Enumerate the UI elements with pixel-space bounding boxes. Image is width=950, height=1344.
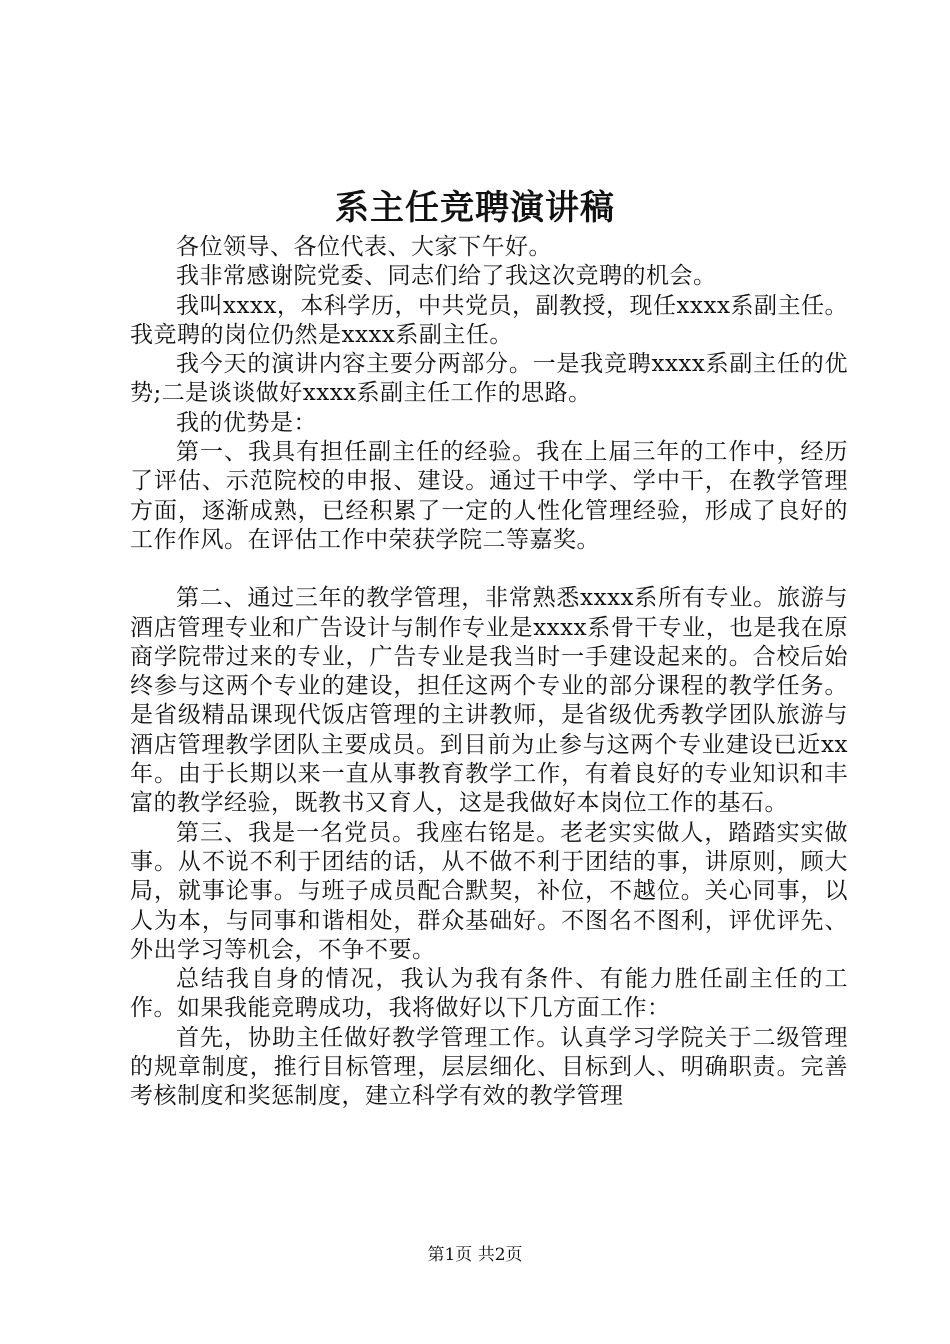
document-body [130, 233, 848, 1112]
paragraph-plan-first: 首先，协助主任做好教学管理工作。认真学习学院关于二级管理的规章制度，推行目标管理，层层细化、目标到人、明确职责。完善考核制度和奖惩制度，建立科学有效的教学管理 [130, 1024, 848, 1110]
paragraph-speech-outline: 我今天的演讲内容主要分两部分。一是我竞聘xxxx系副主任的优势;二是谈谈做好xxxx系副主任工作的思路。 [130, 351, 848, 407]
paragraph-thanks: 我非常感谢院党委、同志们给了我这次竞聘的机会。 [176, 263, 717, 290]
paragraph-advantages-heading: 我的优势是： [176, 409, 317, 436]
paragraph-greeting: 各位领导、各位代表、大家下午好。 [176, 234, 552, 260]
paragraph-advantage-third: 第三、我是一名党员。我座右铭是。老老实实做人，踏踏实实做事。从不说不利于团结的话，从不做不利于团结的事，讲原则，顾大局，就事论事。与班子成员配合默契，补位，不越位。关心同事，以人为本，与同事和谐相处，群众基础好。不图名不图利，评优评先、外出学习等机会，不争不要。 [130, 819, 848, 963]
paragraph-advantage-second: 第二、通过三年的教学管理，非常熟悉xxxx系所有专业。旅游与酒店管理专业和广告设计与制作专业是xxxx系骨干专业，也是我在原商学院带过来的专业，广告专业是我当时一手建设起来的。合校后始终参与这两个专业的建设，担任这两个专业的部分课程的教学任务。是省级精品课现代饭店管理的主讲教师，是省级优秀教学团队旅游与酒店管理教学团队主要成员。到目前为止参与这两个专业建设已近xx年。由于长期以来一直从事教育教学工作，有着良好的专业知识和丰富的教学经验，既教书又育人，这是我做好本岗位工作的基石。 [130, 585, 848, 817]
paragraph-summary: 总结我自身的情况，我认为我有条件、有能力胜任副主任的工作。如果我能竞聘成功，我将做好以下几方面工作： [130, 966, 848, 1022]
paragraph-advantage-first: 第一、我具有担任副主任的经验。我在上届三年的工作中，经历了评估、示范院校的申报、建设。通过干中学、学中干，在教学管理方面，逐渐成熟，已经积累了一定的人性化管理经验，形成了良好的工作作风。在评估工作中荣获学院二等嘉奖。 [130, 439, 848, 553]
document-title: 系主任竞聘演讲稿 [335, 188, 615, 228]
page-number-footer: 第1页 共2页 [427, 1245, 523, 1265]
paragraph-self-introduction: 我叫xxxx，本科学历，中共党员，副教授，现任xxxx系副主任。我竞聘的岗位仍然是xxxx系副主任。 [130, 292, 848, 348]
